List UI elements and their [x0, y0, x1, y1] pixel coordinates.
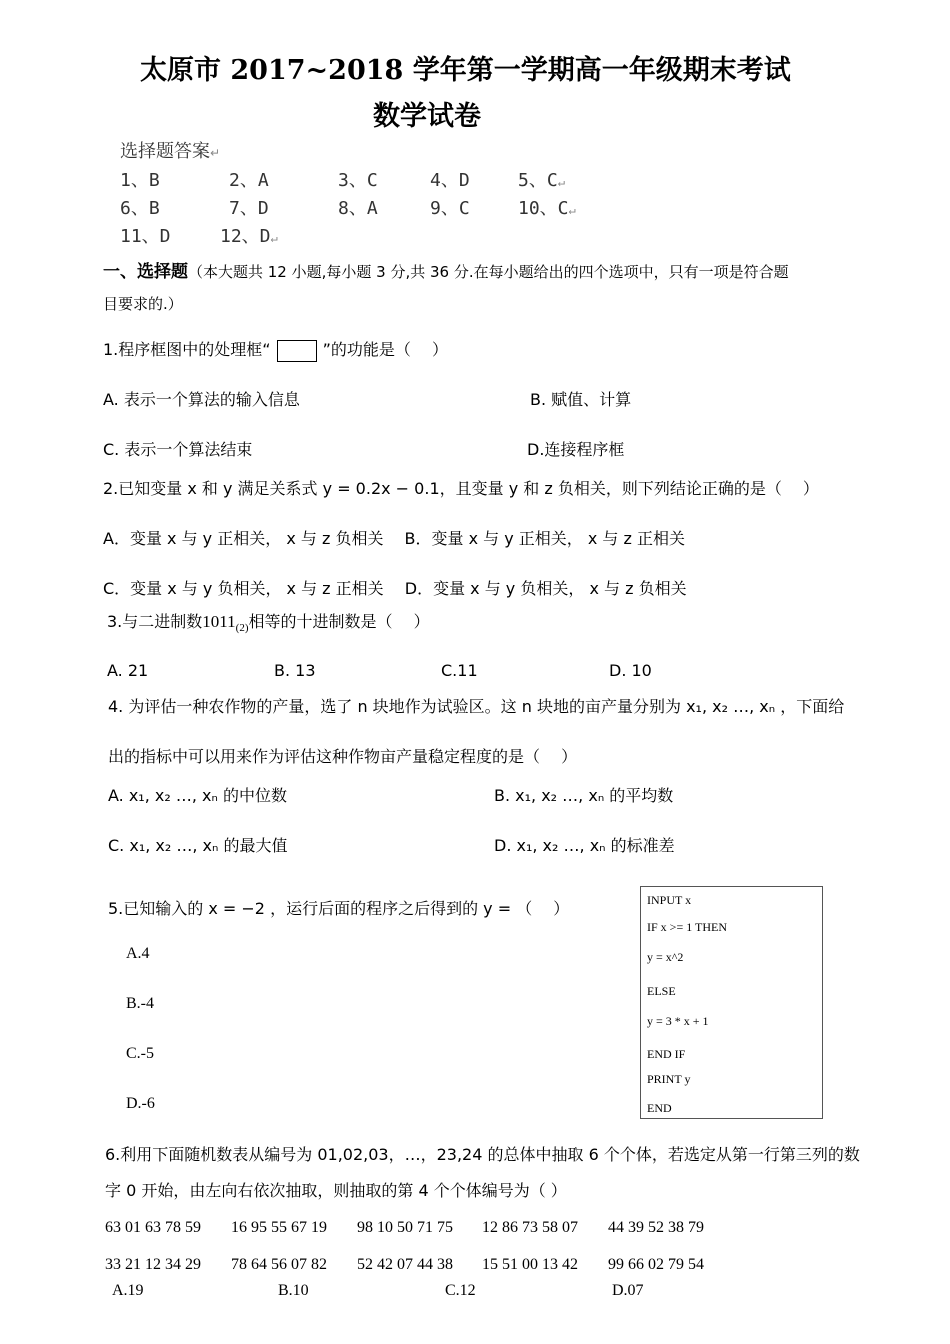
question-3-stem: 3.与二进制数$1011_{(2)}$相等的十进制数是（ ）	[107, 612, 430, 635]
answer-5: 5、C↵	[518, 170, 565, 191]
q2-options-ab[interactable]: A．变量 x 与 y 正相关， x 与 z 负相关 B．变量 x 与 y 正相关， x 与 z 正相关	[103, 529, 685, 548]
answer-11: 11、D	[120, 226, 171, 247]
question-2-stem: 2.已知变量 x 和 y 满足关系式 y = 0.2x − 0.1，且变量 y 和 z 负相关，则下列结论正确的是（ ）	[103, 479, 819, 498]
section-note-line2: 目要求的.）	[103, 295, 183, 313]
q1-option-a[interactable]: A. 表示一个算法的输入信息	[103, 390, 300, 409]
random-table-cell: 16 95 55 67 19	[231, 1219, 327, 1236]
q5-option-d[interactable]: D.-6	[126, 1095, 155, 1112]
answer-3: 3、C	[338, 170, 378, 191]
answer-12: 12、D↵	[220, 226, 278, 247]
question-4-line2: 出的指标中可以用来作为评估这种作物亩产量稳定程度的是（ ）	[108, 747, 578, 766]
answer-6: 6、B	[120, 198, 160, 219]
page-subtitle: 数学试卷	[373, 101, 481, 132]
random-table-cell: 98 10 50 71 75	[357, 1219, 453, 1236]
random-table-cell: 44 39 52 38 79	[608, 1219, 704, 1236]
answer-9: 9、C	[430, 198, 470, 219]
random-table-cell: 33 21 12 34 29	[105, 1256, 201, 1273]
process-box-symbol	[277, 340, 317, 362]
q5-option-a[interactable]: A.4	[126, 945, 150, 962]
answer-10: 10、C↵	[518, 198, 576, 219]
q6-option-d[interactable]: D.07	[612, 1282, 644, 1299]
q1-option-b[interactable]: B. 赋值、计算	[530, 390, 632, 409]
q4-option-b[interactable]: B. x₁, x₂ …, xₙ 的平均数	[494, 786, 674, 805]
section-heading: 一、选择题（本大题共 12 小题,每小题 3 分,共 36 分.在每小题给出的四个选项中，只有一项是符合题	[103, 262, 789, 282]
random-table-cell: 63 01 63 78 59	[105, 1219, 201, 1236]
question-5-stem: 5.已知输入的 x = −2 ，运行后面的程序之后得到的 y = （ ）	[108, 899, 570, 918]
q4-option-a[interactable]: A. x₁, x₂ …, xₙ 的中位数	[108, 786, 287, 805]
q6-option-b[interactable]: B.10	[278, 1282, 309, 1299]
program-line-6: END IF	[647, 1047, 686, 1061]
program-line-8: END	[647, 1101, 672, 1115]
page-title: 太原市 2017~2018 学年第一学期高一年级期末考试	[140, 55, 791, 86]
q6-option-c[interactable]: C.12	[445, 1282, 476, 1299]
program-line-4: ELSE	[647, 984, 676, 998]
q5-option-c[interactable]: C.-5	[126, 1045, 154, 1062]
program-line-2: IF x >= 1 THEN	[647, 920, 727, 934]
q3-option-c[interactable]: C.11	[441, 661, 478, 680]
random-table-cell: 15 51 00 13 42	[482, 1256, 578, 1273]
random-table-cell: 52 42 07 44 38	[357, 1256, 453, 1273]
random-table-cell: 78 64 56 07 82	[231, 1256, 327, 1273]
q1-option-c[interactable]: C. 表示一个算法结束	[103, 440, 253, 459]
question-4-line1: 4. 为评估一种农作物的产量，选了 n 块地作为试验区。这 n 块地的亩产量分别为 x₁, x₂ …, xₙ ，下面给	[108, 697, 845, 716]
random-table-cell: 12 86 73 58 07	[482, 1219, 578, 1236]
program-box	[640, 886, 823, 1119]
program-line-3: y = x^2	[647, 950, 684, 964]
program-line-7: PRINT y	[647, 1072, 691, 1086]
answer-4: 4、D	[430, 170, 470, 191]
answer-1: 1、B	[120, 170, 160, 191]
q3-option-b[interactable]: B. 13	[274, 661, 316, 680]
answer-2: 2、A	[229, 170, 269, 191]
q2-options-cd[interactable]: C．变量 x 与 y 负相关， x 与 z 正相关 D．变量 x 与 y 负相关， x 与 z 负相关	[103, 579, 687, 598]
q1-option-d[interactable]: D.连接程序框	[527, 440, 625, 459]
program-line-5: y = 3 * x + 1	[647, 1014, 709, 1028]
answer-key-heading: 选择题答案↵	[120, 141, 221, 162]
question-1-stem: 1.程序框图中的处理框“ ”的功能是（ ）	[103, 337, 448, 362]
answer-8: 8、A	[338, 198, 378, 219]
q6-option-a[interactable]: A.19	[112, 1282, 144, 1299]
q5-option-b[interactable]: B.-4	[126, 995, 154, 1012]
question-6-line2: 字 0 开始，由左向右依次抽取，则抽取的第 4 个个体编号为（ ）	[105, 1181, 567, 1200]
q4-option-c[interactable]: C. x₁, x₂ …, xₙ 的最大值	[108, 836, 288, 855]
random-table-cell: 99 66 02 79 54	[608, 1256, 704, 1273]
q4-option-d[interactable]: D. x₁, x₂ …, xₙ 的标准差	[494, 836, 675, 855]
q3-option-d[interactable]: D. 10	[609, 661, 652, 680]
question-6-line1: 6.利用下面随机数表从编号为 01,02,03，…，23,24 的总体中抽取 6 个个体，若选定从第一行第三列的数	[105, 1145, 860, 1164]
program-line-1: INPUT x	[647, 893, 692, 907]
q3-option-a[interactable]: A. 21	[107, 661, 149, 680]
answer-7: 7、D	[229, 198, 269, 219]
